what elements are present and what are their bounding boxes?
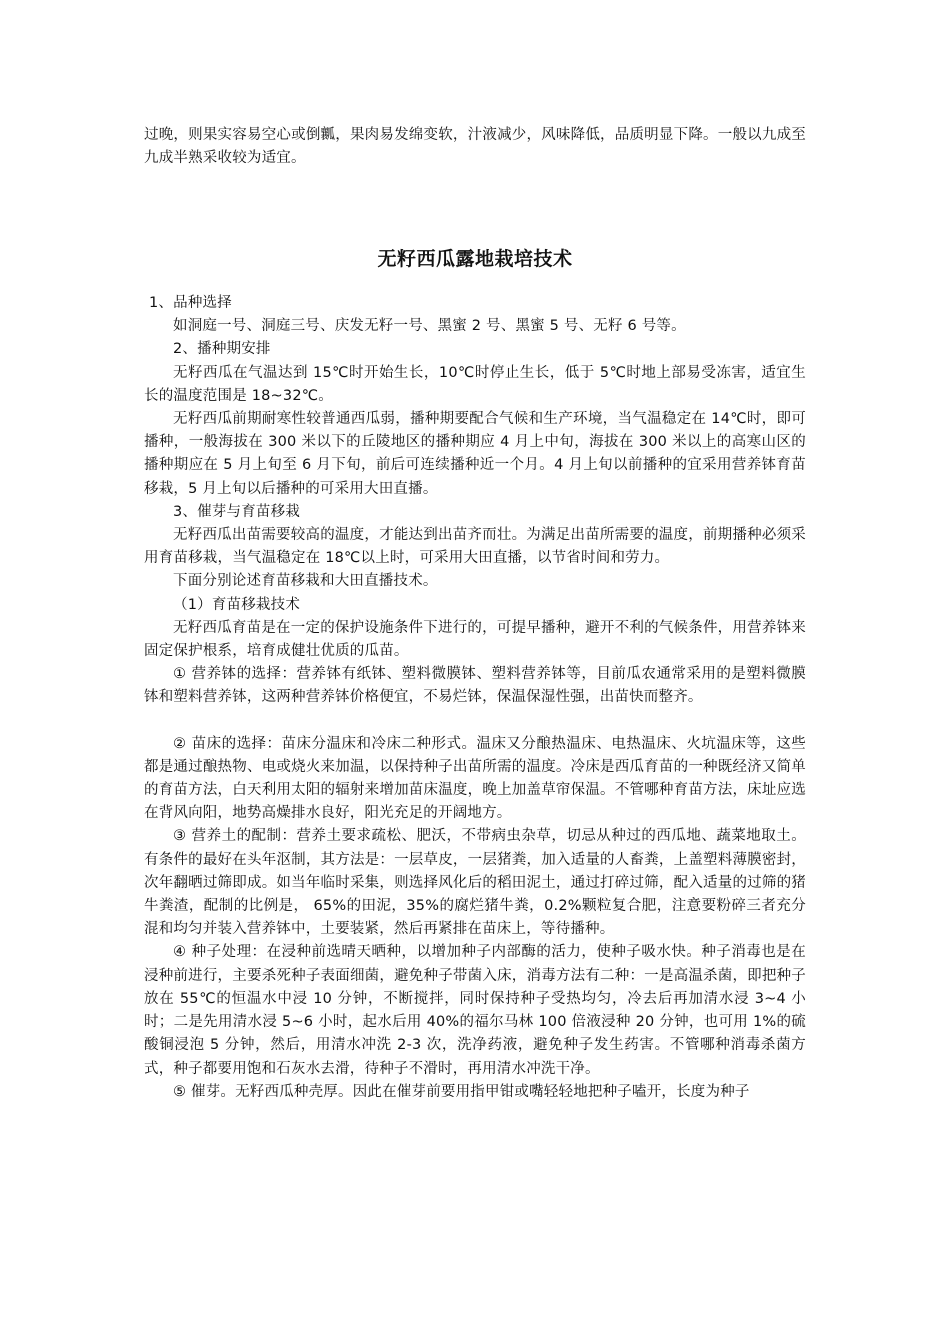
paragraph-seed: ④ 种子处理：在浸种前选晴天晒种，以增加种子内部酶的活力，使种子吸水快。种子消毒也是在浸种前进行，主要杀死种子表面细菌，避免种子带菌入床，消毒方法有二种：一是高温杀菌，即把种子放在 55℃的恒温水中浸 10 分钟，不断搅拌，同时保持种子受热均匀，冷去后再加清水浸 3~4 小时；二是先用清水浸 5~6 小时，起水后用 40%的福尔马林 100 倍液浸种 20 分钟，也可用 1%的硫酸铜浸泡 5 分钟，然后，用清水冲洗 2-3 次，洗净药液，避免种子发生药害。不管哪种消毒杀菌方式，种子都要用饱和石灰水去滑，待种子不滑时，再用清水冲洗干净。 — [144, 944, 806, 1077]
paragraph: 如洞庭一号、洞庭三号、庆发无籽一号、黑蜜 2 号、黑蜜 5 号、无籽 6 号等。 — [173, 318, 686, 335]
heading-germination: 3、催芽与育苗移栽 — [173, 503, 301, 520]
heading-variety: 1、品种选择 — [149, 295, 232, 311]
blank-line — [144, 710, 806, 733]
paragraph: 无籽西瓜在气温达到 15℃时开始生长，10℃时停止生长，低于 5℃时地上部易受冻害，适宜生长的温度范围是 18~32℃。 — [144, 364, 806, 404]
paragraph-bed: ② 苗床的选择：苗床分温床和冷床二种形式。温床又分酿热温床、电热温床、火坑温床等，这些都是通过酿热物、电或烧火来加温，以保持种子出苗所需的温度。冷床是西瓜育苗的一种既经济又简单的育苗方法，白天利用太阳的辐射来增加苗床温度，晚上加盖草帘保温。不管哪种育苗方法，床址应选在背风向阳，地势高燥排水良好，阳光充足的开阔地方。 — [144, 735, 806, 822]
heading-sowing: 2、播种期安排 — [173, 341, 271, 358]
paragraph-pot: ① 营养钵的选择：营养钵有纸钵、塑料微膜钵、塑料营养钵等，目前瓜农通常采用的是塑料微膜钵和塑料营养钵，这两种营养钵价格便宜，不易烂钵，保温保湿性强，出苗快而整齐。 — [144, 666, 806, 706]
paragraph-soil: ③ 营养土的配制：营养土要求疏松、肥沃，不带病虫杂草，切忌从种过的西瓜地、蔬菜地取土。有条件的最好在头年沤制，其方法是：一层草皮，一层猪粪，加入适量的人畜粪，上盖塑料薄膜密封，次年翻晒过筛即成。如当年临时采集，则选择风化后的稻田泥土，通过打碎过筛，配入适量的过筛的猪牛粪渣，配制的比例是， 65%的田泥，35%的腐烂猪牛粪，0.2%颗粒复合肥，注意要粉碎三者充分混和均匀并装入营养钵中，土要装紧，然后再紧排在苗床上，等待播种。 — [144, 828, 806, 938]
paragraph: 无籽西瓜出苗需要较高的温度，才能达到出苗齐而壮。为满足出苗所需要的温度，前期播种必须采用育苗移栽，当气温稳定在 18℃以上时，可采用大田直播，以节省时间和劳力。 — [144, 527, 806, 567]
body-text — [144, 292, 806, 1104]
paragraph: 无籽西瓜前期耐寒性较普通西瓜弱，播种期要配合气候和生产环境，当气温稳定在 14℃时，即可播种，一般海拔在 300 米以下的丘陵地区的播种期应 4 月上中旬，海拔在 300 米以上的高寒山区的播种期应在 5 月上旬至 6 月下旬，前后可连续播种近一个月。4 月上旬以前播种的宜采用营养钵育苗移栽，5 月上旬以后播种的可采用大田直播。 — [144, 411, 806, 497]
paragraph-germinate: ⑤ 催芽。无籽西瓜种壳厚。因此在催芽前要用指甲钳或嘴轻轻地把种子嗑开，长度为种子 — [173, 1083, 750, 1100]
subheading-seedling: （1）育苗移栽技术 — [173, 596, 301, 613]
paragraph: 过晚，则果实容易空心或倒瓤，果肉易发绵变软，汁液减少，风味降低，品质明显下降。一般以九成至九成半熟采收较为适宜。 — [144, 127, 806, 167]
section-title: 无籽西瓜露地栽培技术 — [377, 248, 573, 270]
carryover-paragraph — [144, 124, 806, 170]
paragraph: 无籽西瓜育苗是在一定的保护设施条件下进行的，可提早播种，避开不利的气候条件，用营养钵来固定保护根系，培育成健壮优质的瓜苗。 — [144, 619, 806, 660]
paragraph: 下面分别论述育苗移栽和大田直播技术。 — [173, 573, 438, 590]
